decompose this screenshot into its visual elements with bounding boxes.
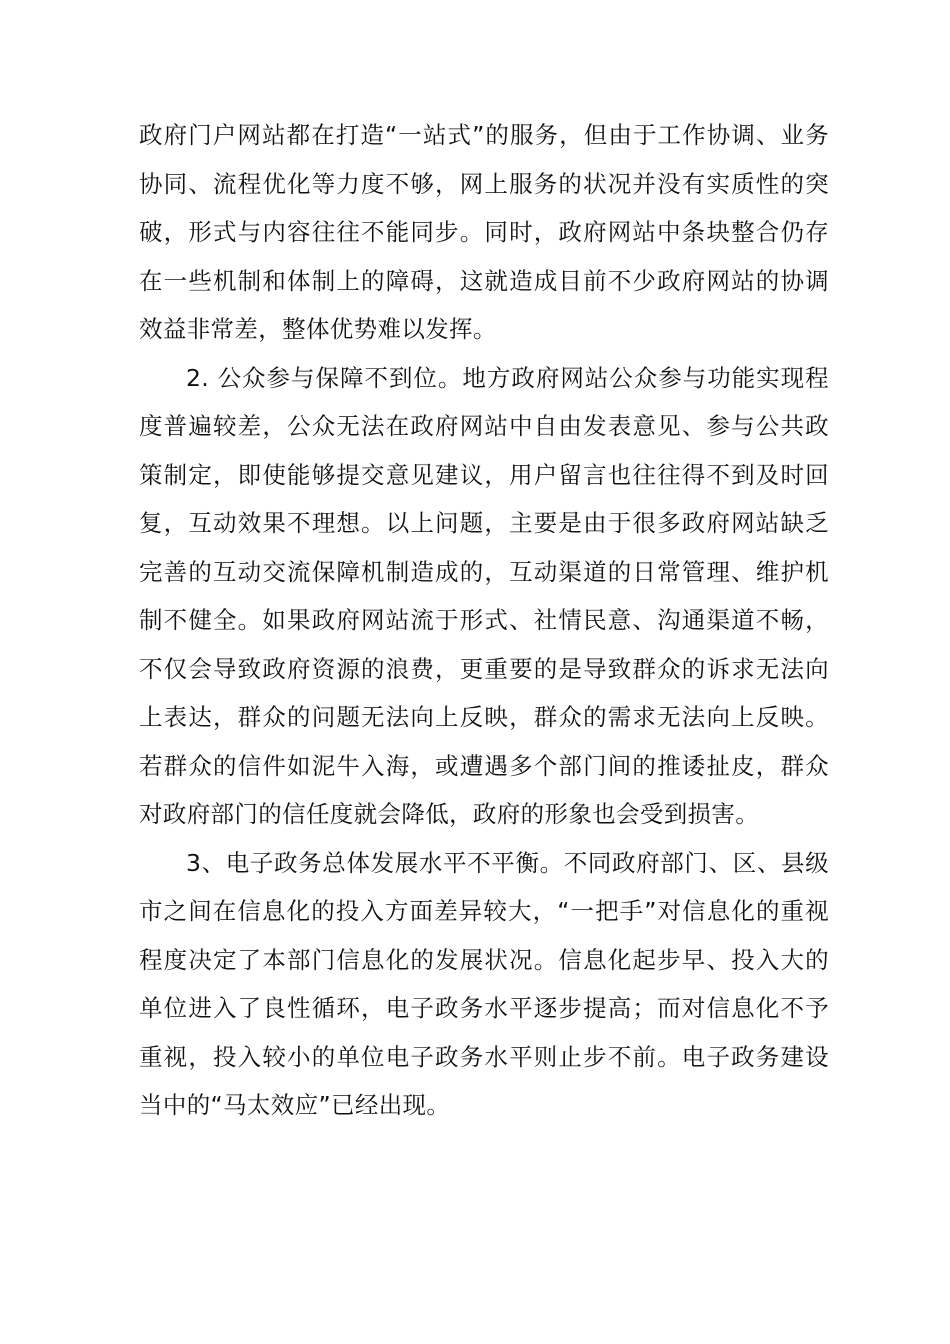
paragraph-development-imbalance: 3、电子政务总体发展水平不平衡。不同政府部门、区、县级市之间在信息化的投入方面差异较大，“一把手”对信息化的重视程度决定了本部门信息化的发展状况。信息化起步早、投入大的单位进入了良性循环，电子政务水平逐步提高；而对信息化不予重视，投入较小的单位电子政务水平则止步不前。电子政务建设当中的“马太效应”已经出现。 — [139, 848, 829, 1119]
document-body — [139, 111, 829, 1130]
paragraph-continued: 政府门户网站都在打造“一站式”的服务，但由于工作协调、业务协同、流程优化等力度不够，网上服务的状况并没有实质性的突破，形式与内容往往不能同步。同时，政府网站中条块整合仍存在一些机制和体制上的障碍，这就造成目前不少政府网站的协调效益非常差，整体优势难以发挥。 — [139, 121, 829, 343]
paragraph-public-participation: 2. 公众参与保障不到位。地方政府网站公众参与功能实现程度普遍较差，公众无法在政府网站中自由发表意见、参与公共政策制定，即使能够提交意见建议，用户留言也往往得不到及时回复，互动效果不理想。以上问题，主要是由于很多政府网站缺乏完善的互动交流保障机制造成的，互动渠道的日常管理、维护机制不健全。如果政府网站流于形式、社情民意、沟通渠道不畅，不仅会导致政府资源的浪费，更重要的是导致群众的诉求无法向上表达，群众的问题无法向上反映，群众的需求无法向上反映。若群众的信件如泥牛入海，或遭遇多个部门间的推诿扯皮，群众对政府部门的信任度就会降低，政府的形象也会受到损害。 — [139, 363, 829, 828]
